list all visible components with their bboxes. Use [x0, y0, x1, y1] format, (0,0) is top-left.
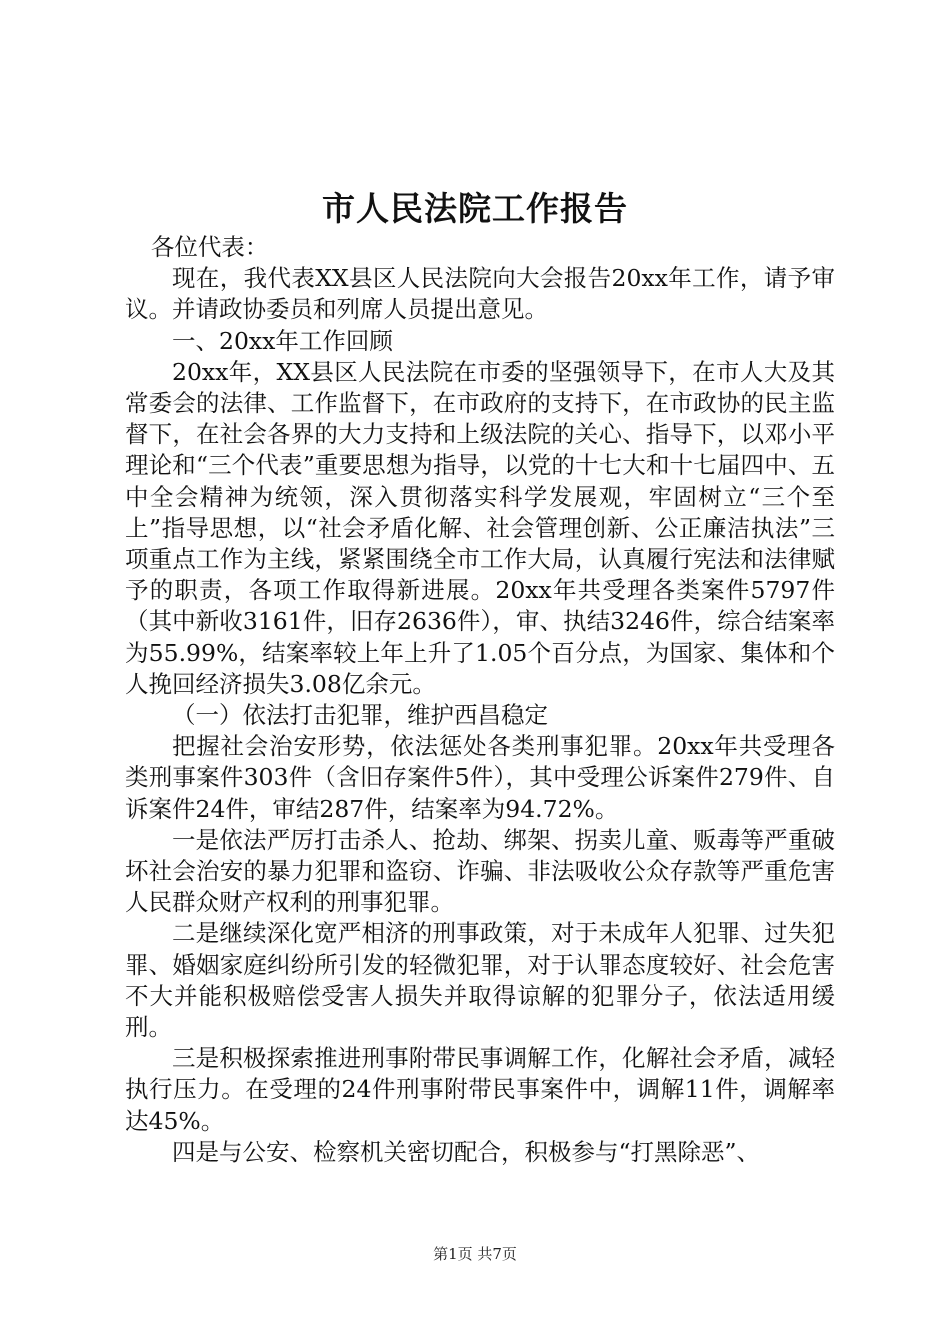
paragraph-point-four: 四是与公安、检察机关密切配合，积极参与“打黑除恶”、: [172, 1137, 761, 1166]
salutation: 各位代表：: [150, 233, 269, 261]
paragraph-point-two: 二是继续深化宽严相济的刑事政策，对于未成年人犯罪、过失犯罪、婚姻家庭纠纷所引发的轻微犯罪，对于认罪态度较好、社会危害不大并能积极赔偿受害人损失并取得谅解的犯罪分子，依法适用缓刑。: [125, 919, 835, 1042]
section-heading-review: 一、20xx年工作回顾: [172, 326, 393, 355]
paragraph-point-three: 三是积极探索推进刑事附带民事调解工作，化解社会矛盾，减轻执行压力。在受理的24件刑事附带民事案件中，调解11件，调解率达45%。: [125, 1044, 835, 1135]
subsection-heading-crime: （一）依法打击犯罪，维护西昌稳定: [172, 701, 548, 730]
paragraph-intro: 现在，我代表XX县区人民法院向大会报告20xx年工作，请予审议。并请政协委员和列席人员提出意见。: [125, 264, 835, 324]
document-title: 市人民法院工作报告: [322, 189, 628, 228]
document-body: [125, 232, 835, 1168]
page-footer: 第1页 共7页: [433, 1245, 517, 1263]
paragraph-criminal-cases: 把握社会治安形势，依法惩处各类刑事犯罪。20xx年共受理各类刑事案件303件（含旧存案件5件），其中受理公诉案件279件、自诉案件24件，审结287件，结案率为94.72%。: [125, 732, 835, 823]
paragraph-overview: 20xx年，XX县区人民法院在市委的坚强领导下，在市人大及其常委会的法律、工作监督下，在市政府的支持下，在市政协的民主监督下，在社会各界的大力支持和上级法院的关心、指导下，以邓小平理论和“三个代表”重要思想为指导，以党的十七大和十七届四中、五中全会精神为统领，深入贯彻落实科学发展观，牢固树立“三个至上”指导思想，以“社会矛盾化解、社会管理创新、公正廉洁执法”三项重点工作为主线，紧紧围绕全市工作大局，认真履行宪法和法律赋予的职责，各项工作取得新进展。20xx年共受理各类案件5797件（其中新收3161件，旧存2636件），审、执结3246件，综合结案率为55.99%，结案率较上年上升了1.05个百分点，为国家、集体和个人挽回经济损失3.08亿余元。: [125, 357, 835, 698]
paragraph-point-one: 一是依法严厉打击杀人、抢劫、绑架、拐卖儿童、贩毒等严重破坏社会治安的暴力犯罪和盗窃、诈骗、非法吸收公众存款等严重危害人民群众财产权利的刑事犯罪。: [125, 825, 835, 917]
